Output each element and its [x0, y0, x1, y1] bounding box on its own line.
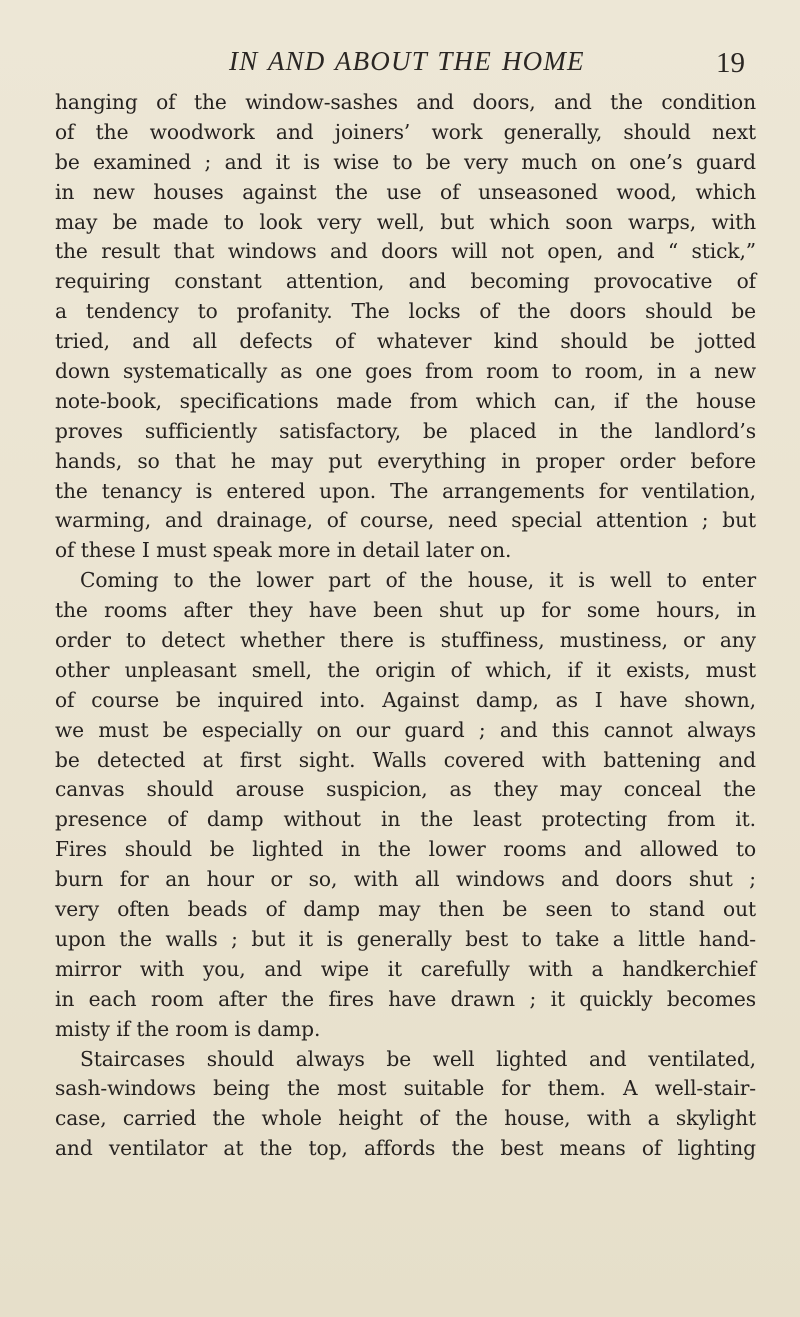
text-line: tried, and all defects of whatever kind should be jotted [55, 329, 756, 354]
text-line: upon the walls ; but it is generally best to take a little hand- [55, 926, 756, 951]
text-line: canvas should arouse suspicion, as they may conceal the [55, 777, 756, 802]
paragraph-start-line: Coming to the lower part of the house, it is well to enter [80, 568, 756, 593]
page-number: 19 [716, 47, 745, 79]
text-line: may be made to look very well, but which soon warps, with [55, 209, 756, 234]
paragraph-start-line: Staircases should always be well lighted and ventilated, [80, 1046, 756, 1071]
text-line: very often beads of damp may then be seen to stand out [55, 897, 756, 922]
paragraph-end-line: of these I must speak more in detail later on. [55, 538, 512, 563]
running-head [0, 42, 800, 78]
text-line: hands, so that he may put everything in proper order before [55, 448, 756, 473]
paragraph-end-line: misty if the room is damp. [55, 1016, 321, 1041]
text-line: in each room after the fires have drawn ; it quickly becomes [55, 986, 756, 1011]
text-line: sash-windows being the most suitable for them. A well-stair- [55, 1076, 756, 1101]
text-line: case, carried the whole height of the house, with a skylight [55, 1106, 756, 1131]
text-line: down systematically as one goes from room to room, in a new [55, 359, 756, 384]
text-line: be examined ; and it is wise to be very much on one’s guard [55, 149, 756, 174]
text-line: in new houses against the use of unseasoned wood, which [55, 179, 756, 204]
text-line: the rooms after they have been shut up for some hours, in [55, 598, 756, 623]
text-line: presence of damp without in the least protecting from it. [55, 807, 756, 832]
text-line: note-book, specifications made from which can, if the house [55, 388, 756, 413]
running-head-title: IN AND ABOUT THE HOME [229, 46, 585, 76]
text-line: the tenancy is entered upon. The arrangements for ventilation, [55, 478, 756, 503]
text-line: and ventilator at the top, affords the best means of lighting [55, 1136, 756, 1161]
text-line: order to detect whether there is stuffiness, mustiness, or any [55, 628, 756, 653]
text-line: a tendency to profanity. The locks of the doors should be [55, 299, 756, 324]
text-line: burn for an hour or so, with all windows and doors shut ; [55, 867, 756, 892]
body-text [55, 88, 756, 1164]
text-line: of course be inquired into. Against damp, as I have shown, [55, 687, 756, 712]
text-line: we must be especially on our guard ; and this cannot always [55, 717, 756, 742]
text-line: hanging of the window-sashes and doors, and the condition [55, 90, 756, 114]
text-line: warming, and drainage, of course, need special attention ; but [55, 508, 756, 533]
text-line: the result that windows and doors will not open, and “ stick,” [55, 239, 756, 264]
text-line: of the woodwork and joiners’ work generally, should next [55, 119, 756, 144]
text-line: other unpleasant smell, the origin of which, if it exists, must [55, 657, 756, 682]
text-line: be detected at first sight. Walls covered with battening and [55, 747, 756, 772]
text-line: mirror with you, and wipe it carefully with a handkerchief [55, 956, 756, 981]
text-line: proves sufficiently satisfactory, be placed in the landlord’s [55, 418, 756, 443]
text-line: requiring constant attention, and becoming provocative of [55, 269, 756, 294]
text-line: Fires should be lighted in the lower rooms and allowed to [55, 837, 756, 862]
